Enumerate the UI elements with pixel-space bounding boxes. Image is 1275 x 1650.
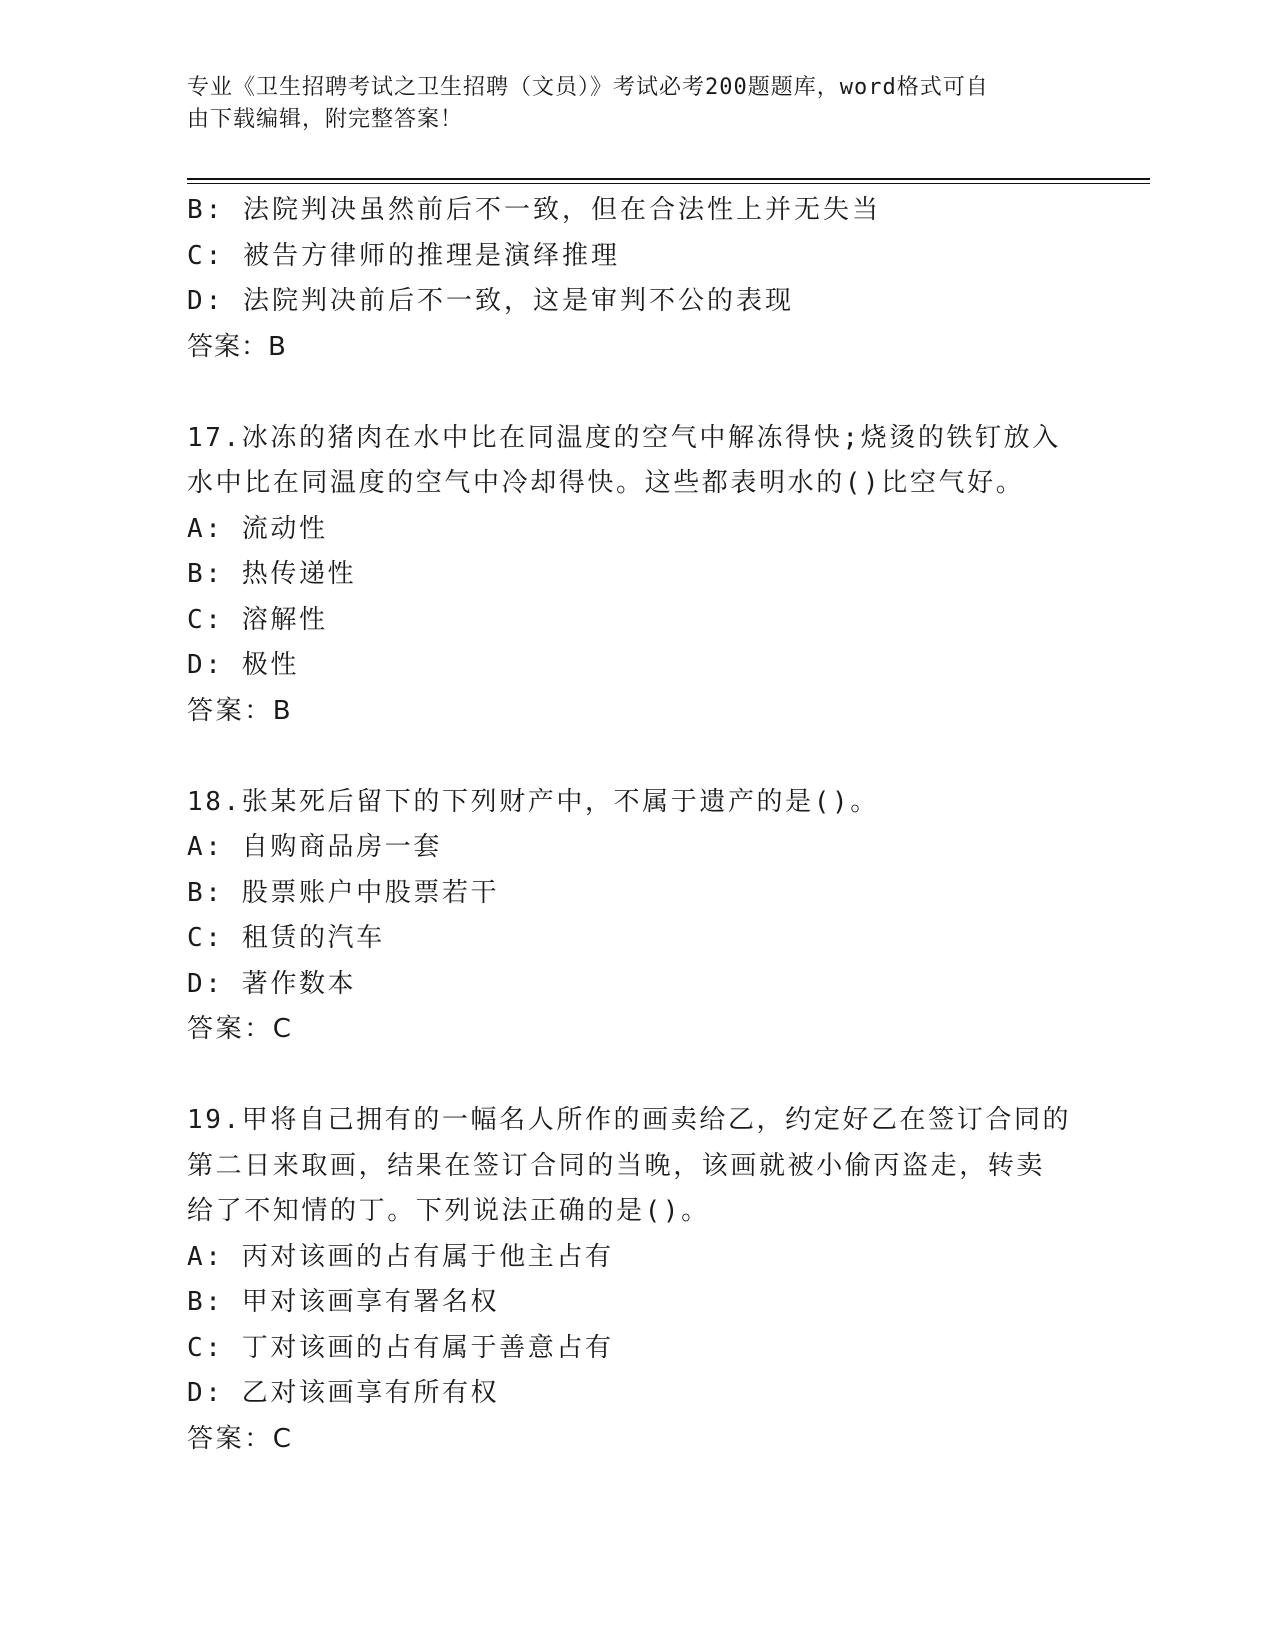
option-b: B: 股票账户中股票若干 — [187, 877, 500, 908]
header-line-1: 专业《卫生招聘考试之卫生招聘（文员）》考试必考200题题库，word格式可自 — [187, 75, 989, 100]
option-c: C: 租赁的汽车 — [187, 923, 385, 953]
question-19 — [187, 1098, 1087, 1462]
answer: 答案：C — [187, 1014, 294, 1044]
option-d: D: 乙对该画享有所有权 — [187, 1378, 500, 1408]
question-17 — [187, 416, 1087, 735]
option-a: A: 自购商品房一套 — [187, 832, 442, 862]
question-text-line: 19.甲将自己拥有的一幅名人所作的画卖给乙，约定好乙在签订合同的 — [187, 1105, 1072, 1135]
option-a: A: 流动性 — [187, 513, 328, 544]
header-divider-thin — [187, 183, 1150, 184]
document-body — [187, 188, 1087, 1462]
option-b: B: 热传递性 — [187, 559, 357, 589]
question-text-line: 18.张某死后留下的下列财产中，不属于遗产的是()。 — [187, 786, 879, 817]
header-line-2: 由下载编辑，附完整答案！ — [187, 107, 464, 132]
answer: 答案：C — [187, 1423, 294, 1454]
option-c: C: 溶解性 — [187, 604, 328, 635]
option-a: A: 丙对该画的占有属于他主占有 — [187, 1241, 614, 1272]
option-b: B: 甲对该画享有署名权 — [187, 1287, 500, 1317]
document-header — [187, 72, 1067, 136]
option-d: D: 法院判决前后不一致，这是审判不公的表现 — [187, 286, 794, 316]
option-c: C: 被告方律师的推理是演绎推理 — [187, 240, 620, 271]
option-d: D: 极性 — [187, 650, 299, 680]
question-text-line: 第二日来取画，结果在签订合同的当晚，该画就被小偷丙盗走，转卖 — [187, 1150, 1046, 1181]
question-text-line: 给了不知情的丁。下列说法正确的是()。 — [187, 1196, 710, 1226]
option-b: B: 法院判决虽然前后不一致，但在合法性上并无失当 — [187, 195, 881, 225]
header-divider-thick — [187, 178, 1150, 180]
question-text-line: 水中比在同温度的空气中冷却得快。这些都表明水的()比空气好。 — [187, 468, 1025, 498]
question-16-tail — [187, 188, 1087, 370]
answer: 答案：B — [187, 695, 294, 726]
question-text-line: 17.冰冻的猪肉在水中比在同温度的空气中解冻得快;烧烫的铁钉放入 — [187, 422, 1061, 453]
option-d: D: 著作数本 — [187, 968, 357, 999]
question-18 — [187, 780, 1087, 1053]
option-c: C: 丁对该画的占有属于善意占有 — [187, 1332, 614, 1363]
answer: 答案：B — [187, 331, 287, 362]
